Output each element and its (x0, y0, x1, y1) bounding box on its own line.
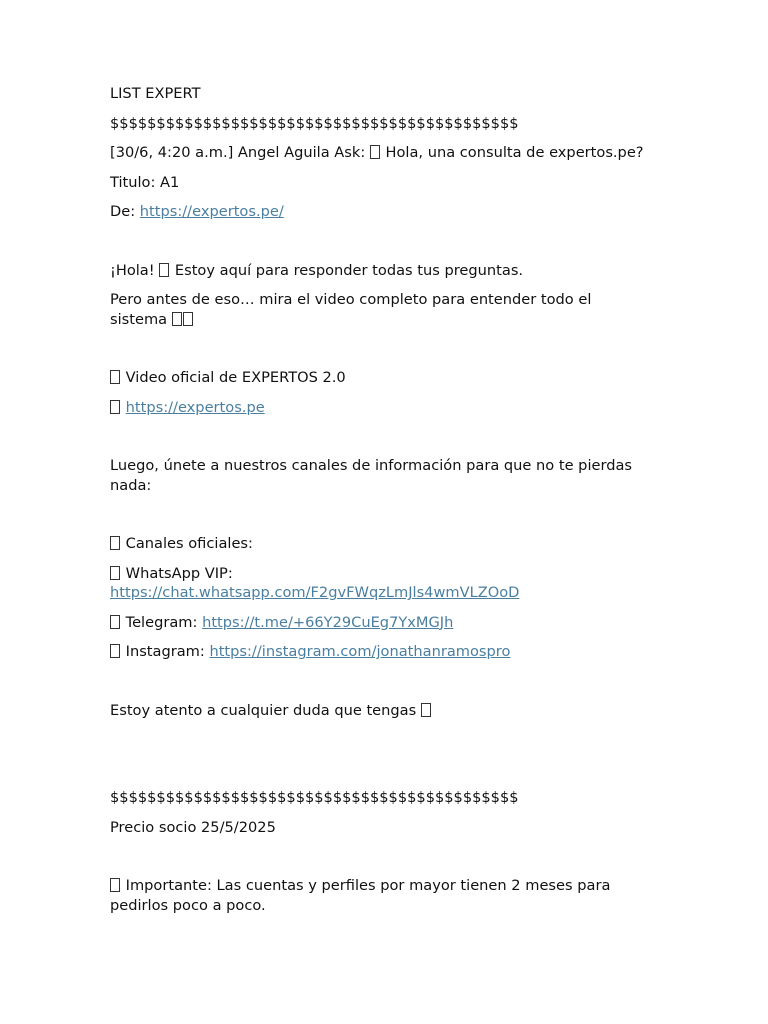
doc-title: LIST EXPERT (110, 85, 201, 102)
closing-line: Estoy atento a cualquier duda que tengas (110, 701, 650, 721)
blank-line (110, 339, 650, 368)
price-line: Precio socio 25/5/2025 (110, 818, 276, 836)
video-link[interactable]: https://expertos.pe (125, 398, 265, 416)
before-line: Pero antes de eso… mira el video completo para entender todo el sistema (110, 291, 592, 328)
whatsapp-line: WhatsApp VIP: https://chat.whatsapp.com/F2gvFWqzLmJls4wmVLZOoD (110, 564, 520, 601)
titulo-line: Titulo: A1 (110, 173, 180, 191)
message-line: [30/6, 4:20 a.m.] Angel Aguila Ask: Hola, una consulta de expertos.pe? (110, 144, 644, 161)
missing-glyph-icon (110, 400, 120, 414)
missing-glyph-icon (370, 145, 380, 159)
separator-line: $$$$$$$$$$$$$$$$$$$$$$$$$$$$$$$$$$$$$$$$$$$$ (110, 114, 519, 132)
telegram-line: Telegram: https://t.me/+66Y29CuEg7YxMGJh (110, 613, 650, 633)
important-line: Importante: Las cuentas y perfiles por mayor tienen 2 meses para pedirlos poco a poco. (110, 877, 611, 914)
separator-line-2: $$$$$$$$$$$$$$$$$$$$$$$$$$$$$$$$$$$$$$$$$$$$ (110, 789, 519, 806)
missing-glyph-icon (183, 312, 193, 326)
blank-line (110, 847, 650, 876)
missing-glyph-icon (110, 370, 120, 384)
instagram-link[interactable]: https://instagram.com/jonathanramospro (209, 643, 511, 660)
missing-glyph-icon (421, 703, 431, 717)
join-line: Luego, únete a nuestros canales de información para que no te pierdas nada: (110, 457, 633, 494)
video-line: Video oficial de EXPERTOS 2.0 (110, 368, 650, 388)
video-link-line (110, 398, 650, 418)
missing-glyph-icon (110, 536, 120, 550)
document-page (110, 84, 650, 925)
de-link[interactable]: https://expertos.pe/ (139, 203, 284, 220)
blank-line (110, 232, 650, 261)
instagram-line: Instagram: https://instagram.com/jonathanramospro (110, 642, 650, 662)
missing-glyph-icon (172, 312, 182, 326)
blank-line (110, 427, 650, 456)
de-line: De: https://expertos.pe/ (110, 203, 284, 220)
missing-glyph-icon (110, 566, 120, 580)
missing-glyph-icon (110, 878, 120, 892)
missing-glyph-icon (159, 263, 169, 277)
blank-lines (110, 730, 650, 788)
missing-glyph-icon (110, 615, 120, 629)
blank-line (110, 672, 650, 701)
channels-title-line: Canales oficiales: (110, 534, 650, 554)
whatsapp-link[interactable]: https://chat.whatsapp.com/F2gvFWqzLmJls4wmVLZOoD (110, 584, 520, 601)
greeting-line: ¡Hola! Estoy aquí para responder todas tus preguntas. (110, 261, 524, 279)
missing-glyph-icon (110, 644, 120, 658)
blank-line (110, 505, 650, 534)
telegram-link[interactable]: https://t.me/+66Y29CuEg7YxMGJh (202, 613, 454, 631)
